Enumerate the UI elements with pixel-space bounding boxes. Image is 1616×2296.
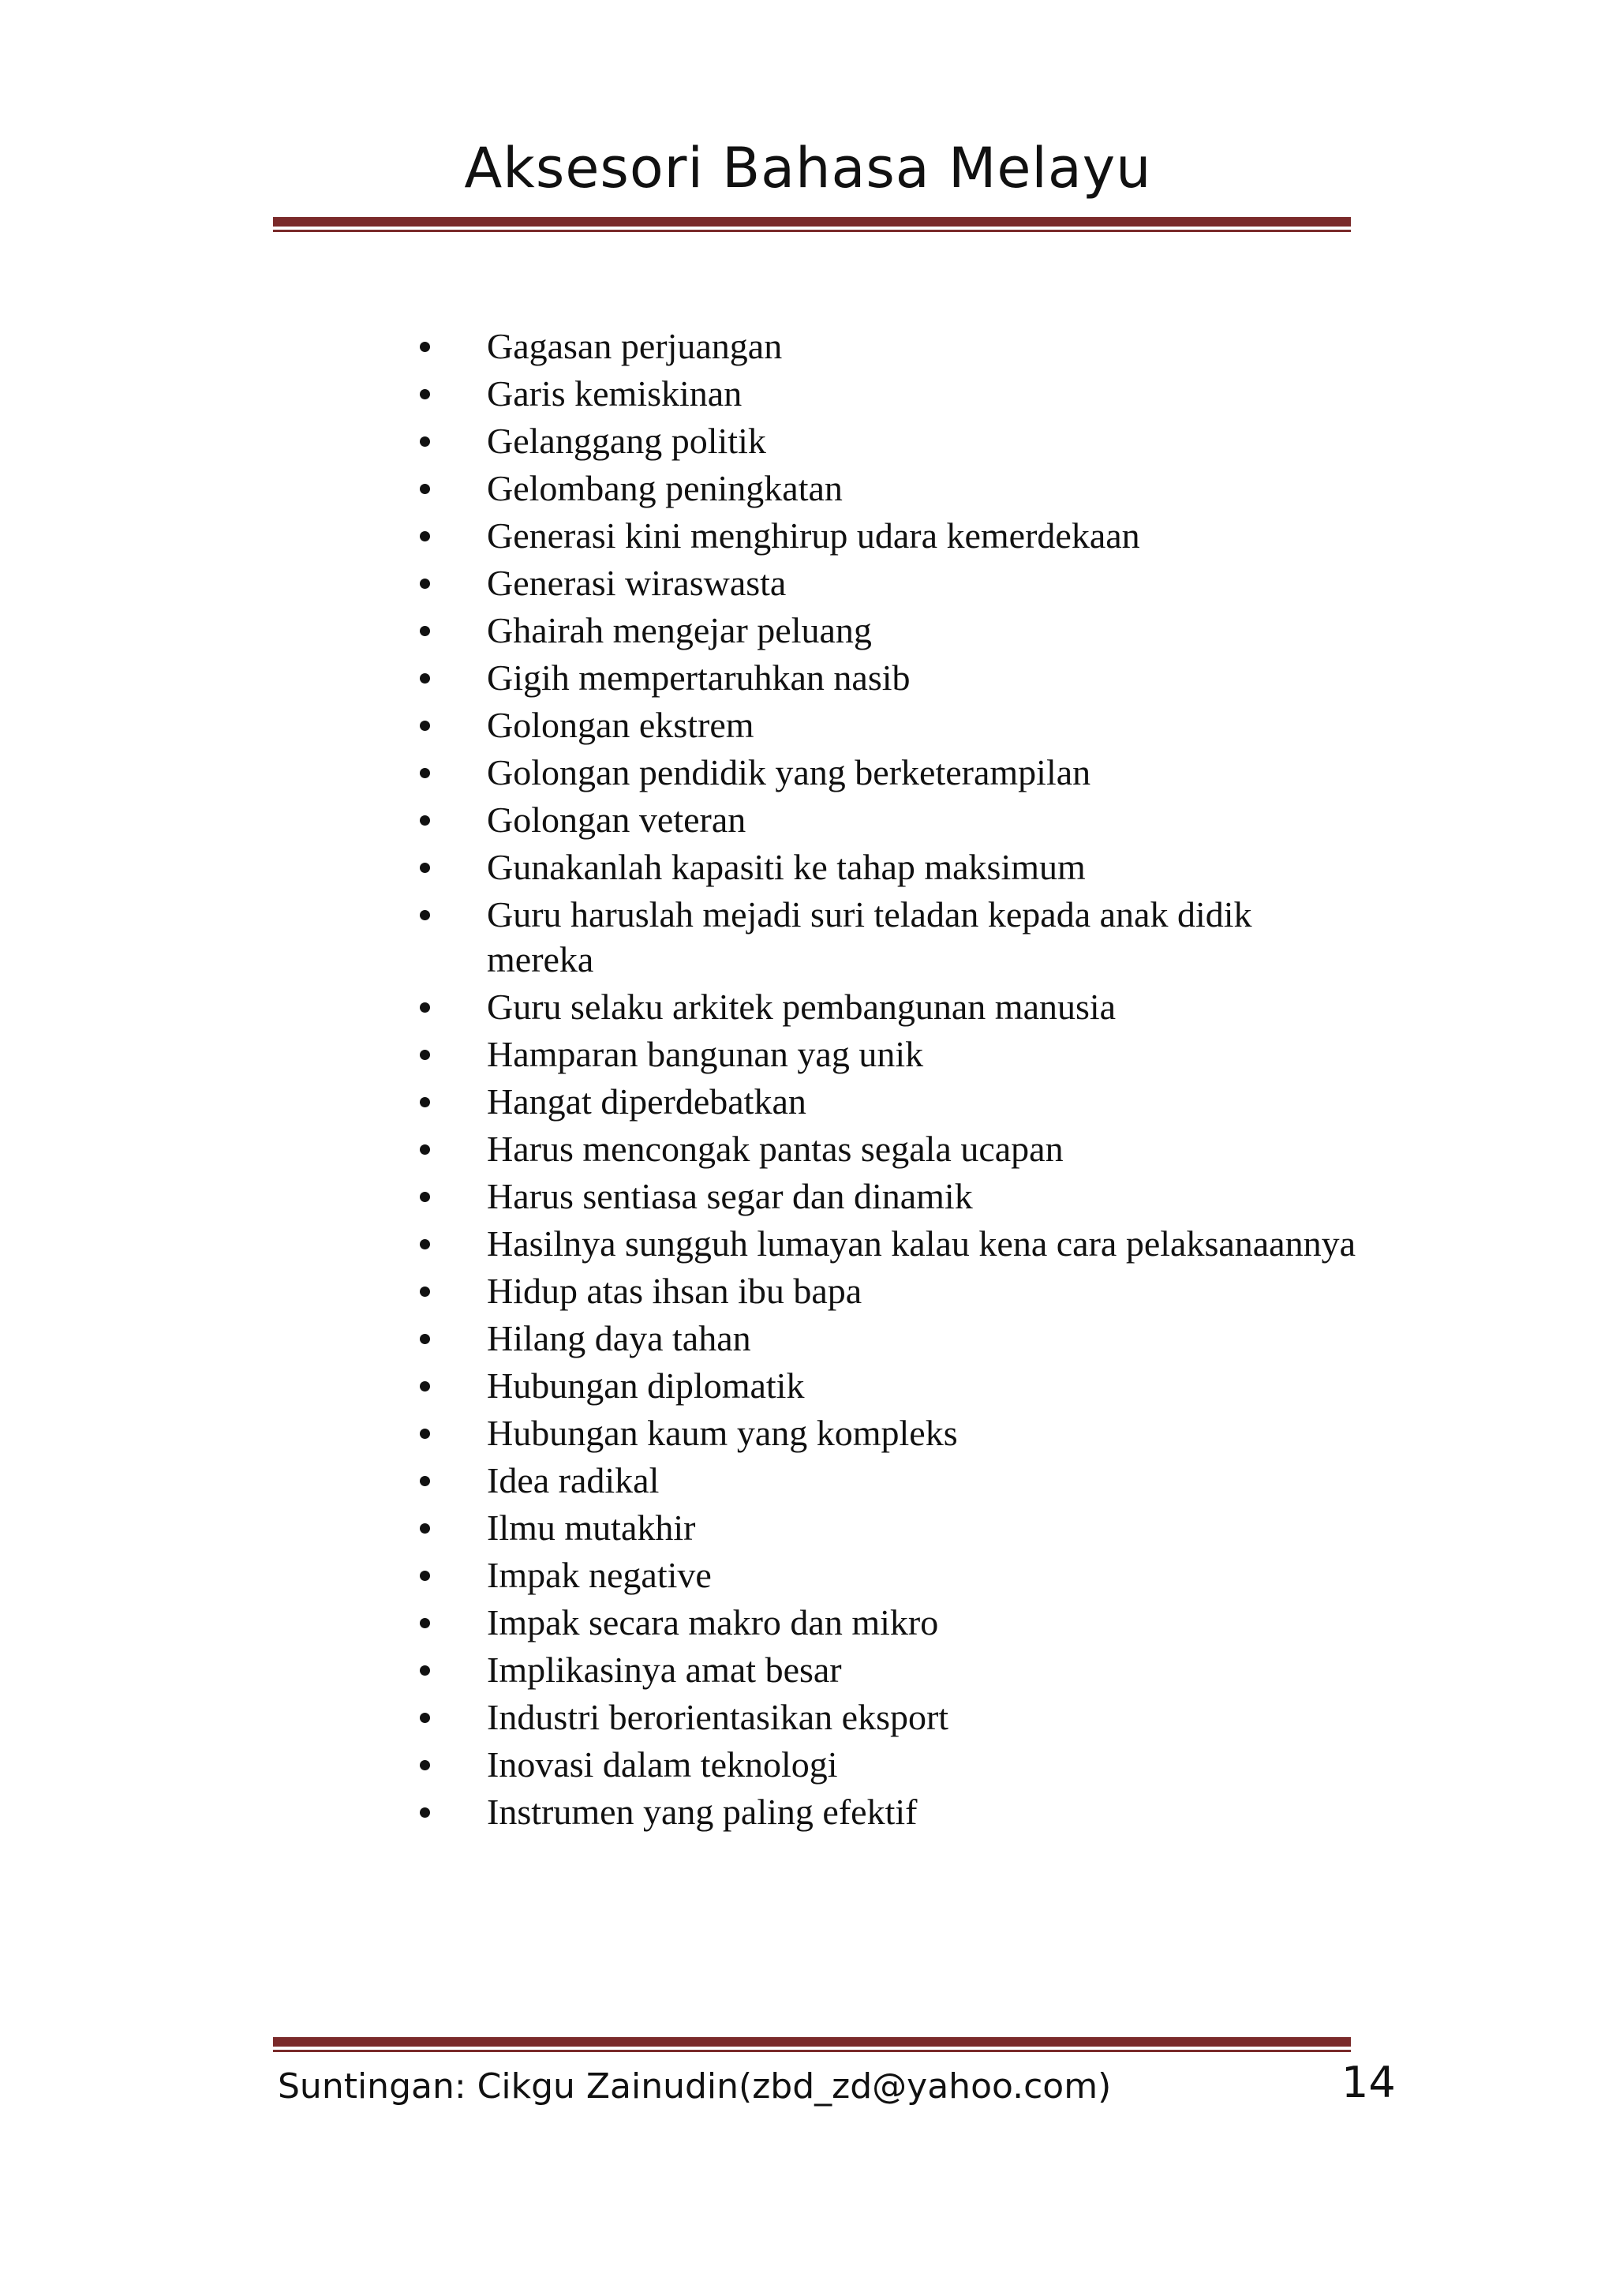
list-item-text: Harus mencongak pantas segala ucapan xyxy=(487,1129,1064,1169)
list-item xyxy=(410,845,1357,890)
bullet-icon xyxy=(420,1287,430,1297)
page-number: 14 xyxy=(1341,2058,1396,2107)
footer-credit: Suntingan: Cikgu Zainudin(zbd_zd@yahoo.com) xyxy=(278,2066,1112,2107)
list-item-text: Golongan veteran xyxy=(487,800,746,840)
list-item-text: Ilmu mutakhir xyxy=(487,1508,696,1548)
list-item-text: Hangat diperdebatkan xyxy=(487,1081,806,1122)
bullet-icon xyxy=(420,1618,430,1628)
list-item-text: Garis kemiskinan xyxy=(487,373,743,414)
bullet-icon xyxy=(420,721,430,731)
bullet-icon xyxy=(420,389,430,399)
bullet-icon xyxy=(420,1571,430,1581)
list-item xyxy=(410,1126,1357,1171)
list-item xyxy=(410,418,1357,463)
list-item-text: Guru haruslah mejadi suri teladan kepada anak didik mereka xyxy=(487,894,1252,979)
list-item xyxy=(410,466,1357,511)
bullet-icon xyxy=(420,626,430,636)
list-item xyxy=(410,797,1357,842)
list-item xyxy=(410,1600,1357,1645)
list-item-text: Guru selaku arkitek pembangunan manusia xyxy=(487,987,1117,1027)
bullet-icon xyxy=(420,1476,430,1486)
list-item xyxy=(410,560,1357,605)
list-item-text: Harus sentiasa segar dan dinamik xyxy=(487,1176,973,1216)
bullet-icon xyxy=(420,342,430,352)
bullet-icon xyxy=(420,673,430,684)
bullet-icon xyxy=(420,1192,430,1202)
list-item xyxy=(410,371,1357,416)
list-item-text: Hasilnya sungguh lumayan kalau kena cara pelaksanaannya xyxy=(487,1223,1356,1264)
list-item xyxy=(410,1268,1357,1313)
footer-divider xyxy=(273,2037,1351,2052)
list-item xyxy=(410,1505,1357,1550)
list-item-text: Ghairah mengejar peluang xyxy=(487,610,872,650)
bullet-icon xyxy=(420,1713,430,1723)
list-item xyxy=(410,1458,1357,1503)
list-item xyxy=(410,655,1357,700)
list-item xyxy=(410,1316,1357,1361)
list-item-text: Hidup atas ihsan ibu bapa xyxy=(487,1271,862,1311)
bullet-icon xyxy=(420,579,430,589)
bullet-icon xyxy=(420,1097,430,1107)
page-title: Aksesori Bahasa Melayu xyxy=(464,136,1152,200)
list-item-text: Inovasi dalam teknologi xyxy=(487,1744,838,1785)
list-item xyxy=(410,1079,1357,1124)
list-item-text: Gagasan perjuangan xyxy=(487,326,783,366)
bullet-icon xyxy=(420,531,430,541)
bullet-icon xyxy=(420,1429,430,1439)
list-item xyxy=(410,1410,1357,1455)
bullet-icon xyxy=(420,815,430,826)
bullet-icon xyxy=(420,1807,430,1818)
list-item xyxy=(410,1789,1357,1834)
list-item xyxy=(410,750,1357,795)
list-item-text: Hamparan bangunan yag unik xyxy=(487,1034,924,1074)
list-item xyxy=(410,324,1357,369)
list-item xyxy=(410,1647,1357,1692)
list-item-text: Gelanggang politik xyxy=(487,421,766,461)
bullet-icon xyxy=(420,910,430,920)
list-item-text: Implikasinya amat besar xyxy=(487,1650,842,1690)
bullet-icon xyxy=(420,768,430,778)
list-item xyxy=(410,1221,1357,1266)
list-item xyxy=(410,513,1357,558)
bullet-icon xyxy=(420,484,430,494)
list-item xyxy=(410,1174,1357,1219)
list-item-text: Impak secara makro dan mikro xyxy=(487,1602,939,1642)
list-item xyxy=(410,1742,1357,1787)
list-item-text: Gigih mempertaruhkan nasib xyxy=(487,657,911,698)
list-item xyxy=(410,1695,1357,1740)
list-item-text: Instrumen yang paling efektif xyxy=(487,1792,918,1832)
list-item-text: Golongan ekstrem xyxy=(487,705,754,745)
list-item-text: Hubungan kaum yang kompleks xyxy=(487,1413,958,1453)
bullet-icon xyxy=(420,1760,430,1770)
list-item-text: Impak negative xyxy=(487,1555,712,1595)
bullet-icon xyxy=(420,1665,430,1676)
list-item xyxy=(410,1363,1357,1408)
bullet-icon xyxy=(420,863,430,873)
list-item xyxy=(410,984,1357,1029)
list-item xyxy=(410,1553,1357,1597)
list-item-text: Hubungan diplomatik xyxy=(487,1365,805,1406)
bullet-icon xyxy=(420,1381,430,1391)
list-item-text: Golongan pendidik yang berketerampilan xyxy=(487,752,1091,792)
list-item-text: Generasi kini menghirup udara kemerdekaan xyxy=(487,515,1140,556)
bullet-icon xyxy=(420,1144,430,1155)
list-item-text: Gunakanlah kapasiti ke tahap maksimum xyxy=(487,847,1086,887)
list-item-text: Generasi wiraswasta xyxy=(487,563,787,603)
bullet-icon xyxy=(420,1523,430,1534)
bullet-icon xyxy=(420,1050,430,1060)
phrase-list xyxy=(410,324,1357,1837)
bullet-icon xyxy=(420,1239,430,1249)
list-item xyxy=(410,702,1357,747)
header-divider xyxy=(273,217,1351,232)
list-item-text: Gelombang peningkatan xyxy=(487,468,843,508)
list-item xyxy=(410,892,1357,982)
bullet-icon xyxy=(420,436,430,447)
list-item-text: Industri berorientasikan eksport xyxy=(487,1697,949,1737)
list-item xyxy=(410,608,1357,653)
list-item-text: Hilang daya tahan xyxy=(487,1318,751,1358)
list-item xyxy=(410,1032,1357,1077)
bullet-icon xyxy=(420,1002,430,1013)
bullet-icon xyxy=(420,1334,430,1344)
list-item-text: Idea radikal xyxy=(487,1460,660,1500)
